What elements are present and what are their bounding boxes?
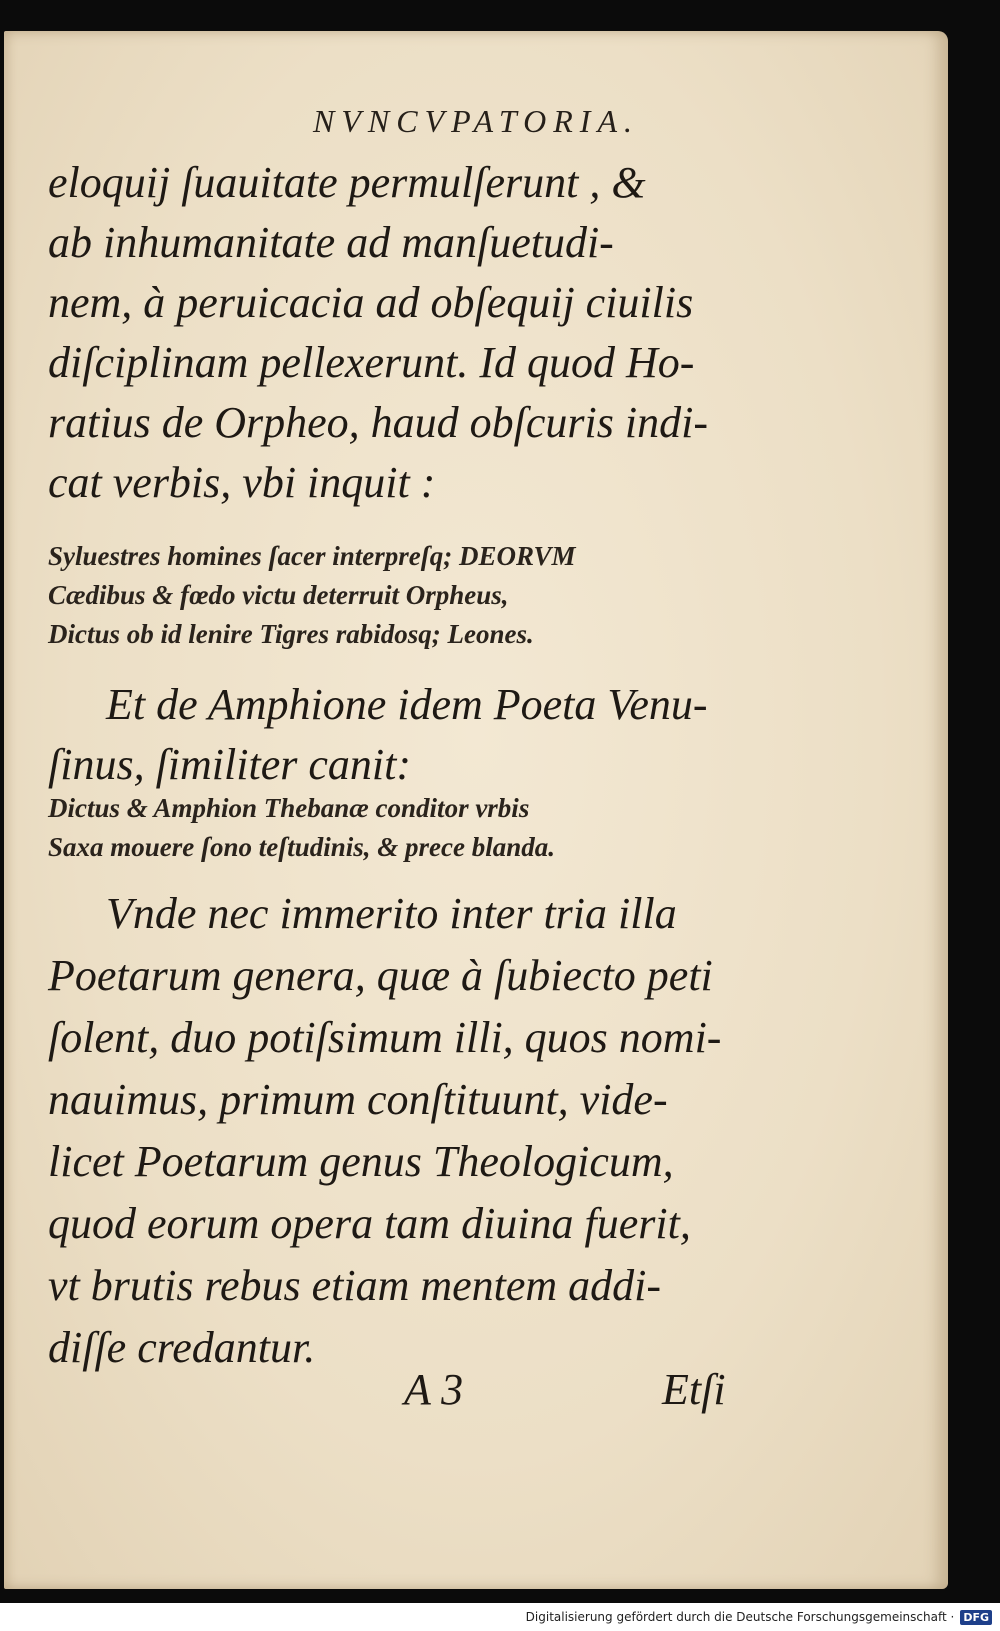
text-line: Vnde nec immerito inter tria illa bbox=[106, 889, 677, 938]
verse-line: Saxa mouere ſono teſtudinis, & prece blanda. bbox=[48, 832, 556, 862]
text-line: diſciplinam pellexerunt. Id quod Ho- bbox=[48, 338, 695, 387]
text-line: quod eorum opera tam diuina fuerit, bbox=[48, 1199, 691, 1248]
dfg-logo: DFG bbox=[960, 1610, 992, 1625]
text-line: cat verbis, vbi inquit : bbox=[48, 458, 436, 507]
text-line: Poetarum genera, quæ à ſubiecto peti bbox=[48, 951, 713, 1000]
verse-quote-1 bbox=[48, 537, 748, 654]
digitization-footer bbox=[0, 1603, 1000, 1631]
verse-line: Cædibus & fœdo victu deterruit Orpheus, bbox=[48, 580, 509, 610]
text-line: licet Poetarum genus Theologicum, bbox=[48, 1137, 674, 1186]
paragraph-3 bbox=[48, 883, 748, 1379]
text-line: vt brutis rebus etiam mentem addi- bbox=[48, 1261, 662, 1310]
footer-credit: Digitalisierung gefördert durch die Deutsche Forschungsgemeinschaft · bbox=[525, 1610, 955, 1624]
text-line: nauimus, primum conſtituunt, vide- bbox=[48, 1075, 668, 1124]
running-head: NVNCVPATORIA. bbox=[313, 103, 639, 139]
text-line: diſſe credantur. bbox=[48, 1323, 316, 1372]
catchword: Etſi bbox=[662, 1365, 726, 1414]
text-line: nem, à peruicacia ad obſequij ciuilis bbox=[48, 278, 694, 327]
verse-line: Syluestres homines ſacer interpreſq; DEORVM bbox=[48, 541, 576, 571]
paragraph-1 bbox=[48, 153, 748, 513]
paragraph-2 bbox=[48, 675, 748, 795]
signature-mark: A 3 bbox=[404, 1365, 464, 1414]
verse-line: Dictus ob id lenire Tigres rabidosq; Leones. bbox=[48, 619, 534, 649]
text-line: ratius de Orpheo, haud obſcuris indi- bbox=[48, 398, 708, 447]
verse-line: Dictus & Amphion Thebanæ conditor vrbis bbox=[48, 793, 530, 823]
text-line: ab inhumanitate ad manſuetudi- bbox=[48, 218, 614, 267]
text-line: eloquij ſuauitate permulſerunt , & bbox=[48, 158, 646, 207]
text-line: ſinus, ſimiliter canit: bbox=[48, 740, 411, 789]
text-line: ſolent, duo potiſsimum illi, quos nomi- bbox=[48, 1013, 722, 1062]
book-page bbox=[4, 31, 948, 1589]
text-line: Et de Amphione idem Poeta Venu- bbox=[106, 680, 708, 729]
verse-quote-2 bbox=[48, 789, 748, 867]
